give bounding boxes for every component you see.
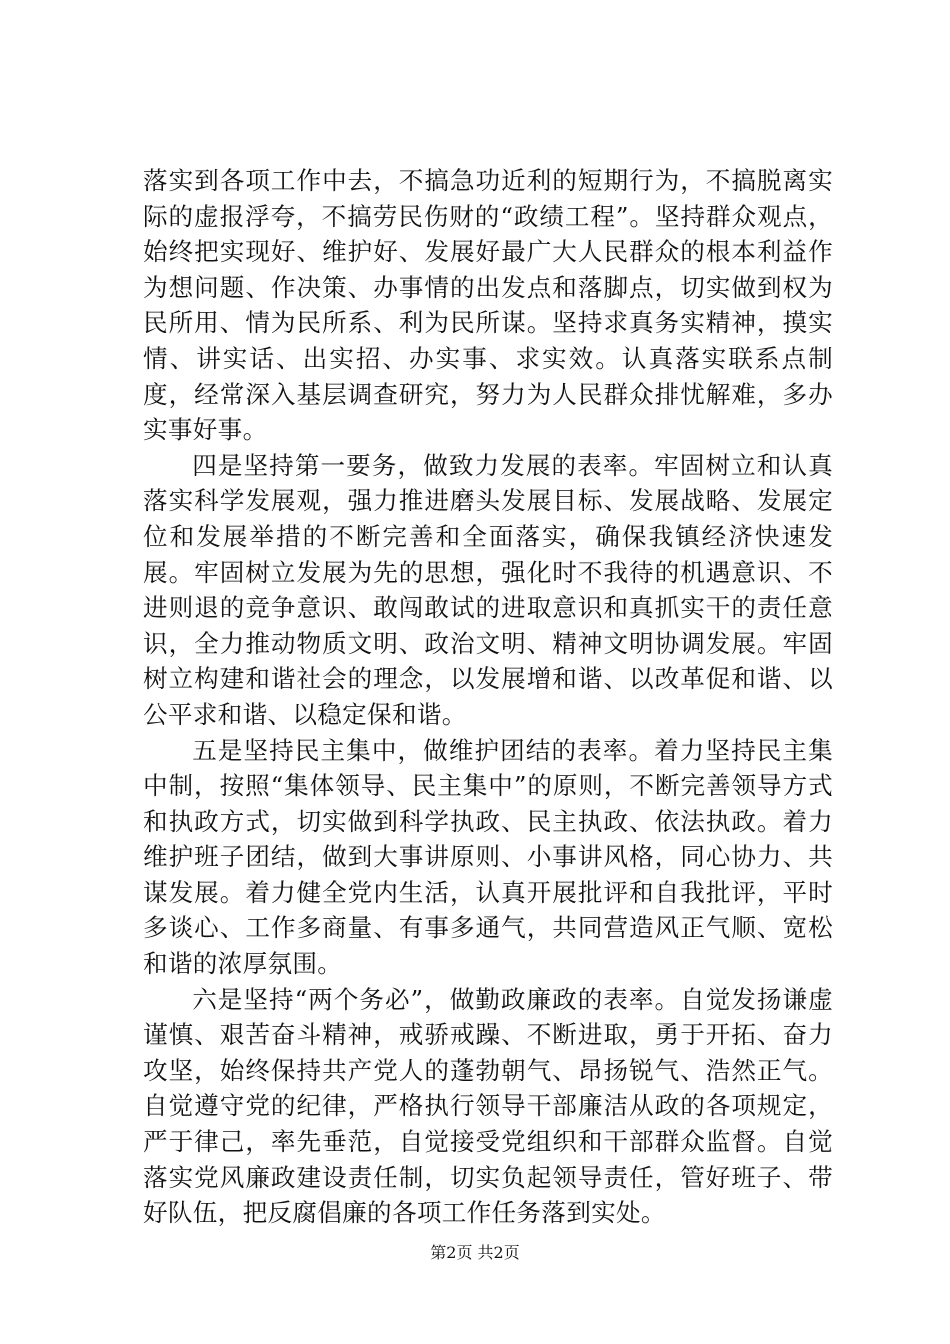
document-body: [143, 163, 833, 1231]
paragraph-continued: 落实到各项工作中去，不搞急功近利的短期行为，不搞脱离实际的虚报浮夸，不搞劳民伤财的“政绩工程”。坚持群众观点，始终把实现好、维护好、发展好最广大人民群众的根本利益作为想问题、作决策、办事情的出发点和落脚点，切实做到权为民所用、情为民所系、利为民所谋。坚持求真务实精神，摸实情、讲实话、出实招、办实事、求实效。认真落实联系点制度，经常深入基层调查研究，努力为人民群众排忧解难，多办实事好事。: [143, 166, 833, 445]
paragraph-point-six: 六是坚持“两个务必”，做勤政廉政的表率。自觉发扬谦虚谨慎、艰苦奋斗精神，戒骄戒躁、不断进取，勇于开拓、奋力攻坚，始终保持共产党人的蓬勃朝气、昂扬锐气、浩然正气。自觉遵守党的纪律，严格执行领导干部廉洁从政的各项规定，严于律己，率先垂范，自觉接受党组织和干部群众监督。自觉落实党风廉政建设责任制，切实负起领导责任，管好班子、带好队伍，把反腐倡廉的各项工作任务落到实处。: [143, 984, 833, 1228]
paragraph-point-five: 五是坚持民主集中，做维护团结的表率。着力坚持民主集中制，按照“集体领导、民主集中”的原则，不断完善领导方式和执政方式，切实做到科学执政、民主执政、依法执政。着力维护班子团结，做到大事讲原则、小事讲风格，同心协力、共谋发展。着力健全党内生活，认真开展批评和自我批评，平时多谈心、工作多商量、有事多通气，共同营造风正气顺、宽松和谐的浓厚氛围。: [143, 735, 833, 979]
page-footer: 第2页 共2页: [430, 1243, 520, 1262]
paragraph-point-four: 四是坚持第一要务，做致力发展的表率。牢固树立和认真落实科学发展观，强力推进磨头发展目标、发展战略、发展定位和发展举措的不断完善和全面落实，确保我镇经济快速发展。牢固树立发展为先的思想，强化时不我待的机遇意识、不进则退的竞争意识、敢闯敢试的进取意识和真抓实干的责任意识，全力推动物质文明、政治文明、精神文明协调发展。牢固树立构建和谐社会的理念，以发展增和谐、以改革促和谐、以公平求和谐、以稳定保和谐。: [143, 450, 833, 729]
